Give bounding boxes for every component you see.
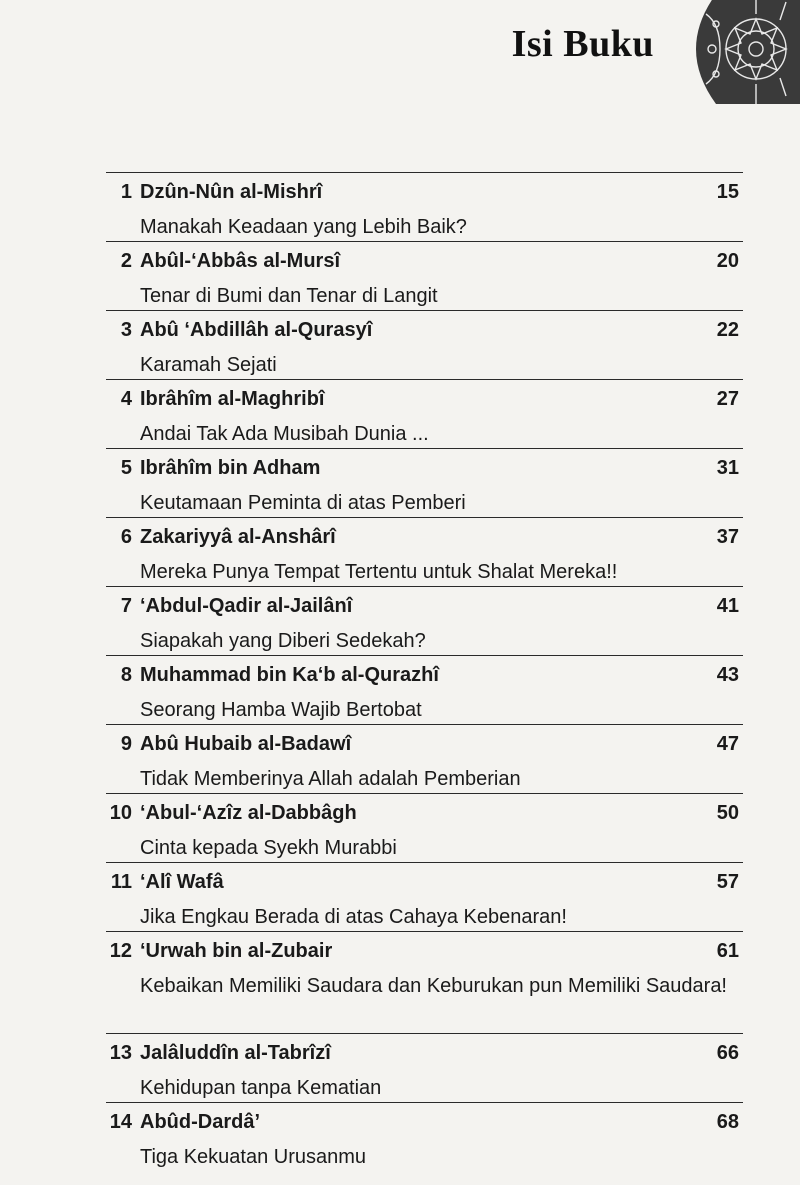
- entry-number: 14: [109, 1111, 132, 1133]
- entry-subtitle: Tidak Memberinya Allah adalah Pemberian: [140, 768, 521, 790]
- page-title: Isi Buku: [511, 23, 654, 65]
- entry-subtitle: Mereka Punya Tempat Tertentu untuk Shalat Mereka!!: [140, 561, 618, 583]
- entry-page: 68: [716, 1111, 739, 1133]
- entry-page: 47: [716, 733, 739, 755]
- toc-entry-4: [106, 379, 743, 448]
- entry-number: 12: [109, 940, 132, 962]
- entry-subtitle: Siapakah yang Diberi Sedekah?: [140, 630, 426, 652]
- entry-name: Abû ‘Abdillâh al-Qurasyî: [140, 319, 373, 341]
- entry-name: Muhammad bin Ka‘b al-Qurazhî: [140, 664, 439, 686]
- entry-number: 5: [120, 457, 132, 479]
- entry-page: 15: [716, 181, 739, 203]
- entry-name: Abûl-‘Abbâs al-Mursî: [140, 250, 341, 272]
- entry-name: Abû Hubaib al-Badawî: [140, 733, 352, 755]
- entry-number: 13: [109, 1042, 132, 1064]
- entry-name: ‘Abdul-Qadir al-Jailânî: [140, 595, 353, 617]
- entry-subtitle: Karamah Sejati: [140, 354, 277, 376]
- entry-subtitle: Jika Engkau Berada di atas Cahaya Kebenaran!: [140, 906, 567, 928]
- entry-page: 41: [716, 595, 739, 617]
- entry-name: Ibrâhîm bin Adham: [140, 457, 321, 479]
- toc-entry-7: [106, 586, 743, 655]
- toc-entry-12: [106, 931, 743, 1033]
- entry-page: 27: [716, 388, 739, 410]
- entry-subtitle: Manakah Keadaan yang Lebih Baik?: [140, 216, 467, 238]
- entry-number: 10: [109, 802, 132, 824]
- toc-entry-14: [106, 1102, 743, 1171]
- entry-page: 31: [716, 457, 739, 479]
- entry-subtitle: Seorang Hamba Wajib Bertobat: [140, 699, 422, 721]
- entry-name: ‘Urwah bin al-Zubair: [140, 940, 333, 962]
- entry-subtitle: Kehidupan tanpa Kematian: [140, 1077, 382, 1099]
- toc-entry-6: [106, 517, 743, 586]
- entry-subtitle: Andai Tak Ada Musibah Dunia ...: [140, 423, 429, 445]
- toc-entry-1: [106, 172, 743, 241]
- toc-entry-10: [106, 793, 743, 862]
- entry-number: 3: [120, 319, 132, 341]
- entry-subtitle: Kebaikan Memiliki Saudara dan Keburukan pun Memiliki Saudara!: [140, 975, 727, 997]
- entry-name: ‘Abul-‘Azîz al-Dabbâgh: [140, 802, 357, 824]
- entry-subtitle: Tiga Kekuatan Urusanmu: [140, 1146, 367, 1168]
- entry-subtitle: Tenar di Bumi dan Tenar di Langit: [140, 285, 438, 307]
- toc-entry-13: [106, 1033, 743, 1102]
- arabesque-ornament-icon: [676, 0, 800, 104]
- entry-subtitle: Cinta kepada Syekh Murabbi: [140, 837, 397, 859]
- toc-entry-9: [106, 724, 743, 793]
- entry-name: ‘Alî Wafâ: [140, 871, 224, 893]
- entry-page: 37: [716, 526, 739, 548]
- toc-entry-11: [106, 862, 743, 931]
- entry-page: 66: [716, 1042, 739, 1064]
- toc-entry-5: [106, 448, 743, 517]
- toc-entry-8: [106, 655, 743, 724]
- toc-entry-2: [106, 241, 743, 310]
- entry-number: 2: [120, 250, 132, 272]
- entry-page: 61: [716, 940, 739, 962]
- entry-number: 4: [120, 388, 132, 410]
- entry-number: 8: [120, 664, 132, 686]
- entry-name: Jalâluddîn al-Tabrîzî: [140, 1042, 331, 1064]
- entry-name: Dzûn-Nûn al-Mishrî: [140, 181, 323, 203]
- entry-subtitle: Keutamaan Peminta di atas Pemberi: [140, 492, 466, 514]
- entry-number: 6: [120, 526, 132, 548]
- entry-name: Zakariyyâ al-Anshârî: [140, 526, 336, 548]
- entry-name: Abûd-Dardâ’: [140, 1111, 260, 1133]
- entry-page: 57: [716, 871, 739, 893]
- entry-page: 20: [716, 250, 739, 272]
- entry-page: 22: [716, 319, 739, 341]
- entry-number: 1: [120, 181, 132, 203]
- table-of-contents: [106, 172, 743, 1171]
- entry-page: 50: [716, 802, 739, 824]
- entry-number: 9: [120, 733, 132, 755]
- entry-page: 43: [716, 664, 739, 686]
- entry-name: Ibrâhîm al-Maghribî: [140, 388, 325, 410]
- toc-entry-3: [106, 310, 743, 379]
- entry-number: 11: [110, 871, 132, 893]
- entry-number: 7: [120, 595, 132, 617]
